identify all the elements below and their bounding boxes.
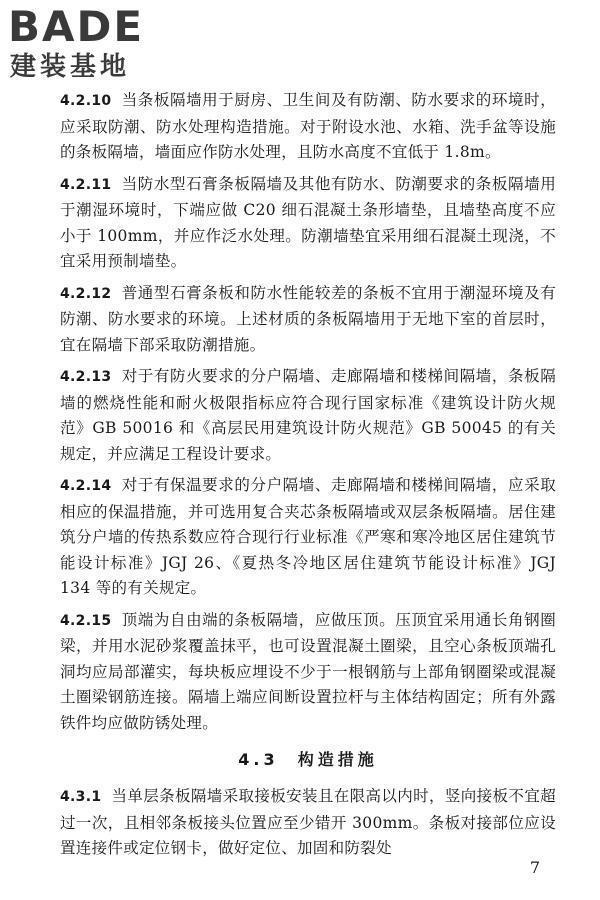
clause-text: 对于有保温要求的分户隔墙、走廊隔墙和楼梯间隔墙，应采取相应的保温措施，并可选用复合夹芯条板隔墙或双层条板隔墙。居住建筑分户墙的传热系数应符合现行行业标准《严寒和寒冷地区居住建筑节能设计标准》JGJ 26、《夏热冬冷地区居住建筑节能设计标准》JGJ 134 等的有关规定。: [60, 476, 556, 597]
clause-text: 当条板隔墙用于厨房、卫生间及有防潮、防水要求的环境时，应采取防潮、防水处理构造措施。对于附设水池、水箱、洗手盆等设施的条板隔墙，墙面应作防水处理，且防水高度不宜低于 1.8m。: [60, 91, 556, 161]
section-heading: [60, 748, 556, 772]
section-title-text: 构造措施: [297, 750, 378, 769]
clause-text: 当单层条板隔墙采取接板安装且在限高以内时，竖向接板不宜超过一次，且相邻条板接头位置应至少错开 300mm。条板对接部位应设置连接件或定位钢卡，做好定位、加固和防裂处: [60, 787, 556, 857]
clause-text: 当防水型石膏条板隔墙及其他有防水、防潮要求的条板隔墙用于潮湿环境时，下端应做 C20 细石混凝土条形墙垫，且墙垫高度不应小于 100mm，并应作泛水处理。防潮墙垫宜采用细石混凝土现浇，不宜采用预制墙垫。: [60, 174, 556, 270]
clause-number: 4.2.12: [60, 285, 112, 302]
clause-number: 4.2.10: [60, 93, 112, 109]
logo-text-cn: 建装基地: [10, 52, 131, 82]
clause-number: 4.2.15: [60, 612, 112, 629]
clause-number: 4.3.1: [60, 789, 102, 805]
clause-4-2-15: [60, 608, 556, 737]
clause-number: 4.2.11: [60, 176, 112, 193]
clause-4-2-12: [60, 281, 556, 359]
clause-text: 顶端为自由端的条板隔墙，应做压顶。压顶宜采用通长角钢圈梁，并用水泥砂浆覆盖抹平，也可设置混凝土圈梁，且空心条板顶端孔洞均应局部灌实，每块板应埋设不少于一根钢筋与上部角钢圈梁或混凝土圈梁钢筋连接。隔墙上端应间断设置拉杆与主体结构固定；所有外露铁件均应做防锈处理。: [60, 610, 556, 732]
document-body: [60, 88, 556, 868]
clause-text: 普通型石膏条板和防水性能较差的条板不宜用于潮湿环境及有防潮、防水要求的环境。上述材质的条板隔墙用于无地下室的首层时，宜在隔墙下部采取防潮措施。: [60, 283, 556, 354]
clause-text: 对于有防火要求的分户隔墙、走廊隔墙和楼梯间隔墙，条板隔墙的燃烧性能和耐火极限指标应符合现行国家标准《建筑设计防火规范》GB 50016 和《高层民用建筑设计防火规范》GB 50045 的有关规定，并应满足工程设计要求。: [60, 367, 556, 463]
logo-text-en: BADE: [8, 2, 145, 51]
clause-number: 4.2.13: [60, 369, 112, 385]
clause-number: 4.2.14: [60, 478, 112, 494]
logo: [8, 4, 178, 88]
clause-4-2-13: [60, 364, 556, 467]
clause-4-2-10: [60, 88, 556, 166]
page-number: 7: [529, 858, 540, 877]
clause-4-2-11: [60, 172, 556, 275]
section-number: 4.3: [238, 750, 279, 769]
clause-4-2-14: [60, 473, 556, 602]
clause-4-3-1: [60, 784, 556, 862]
